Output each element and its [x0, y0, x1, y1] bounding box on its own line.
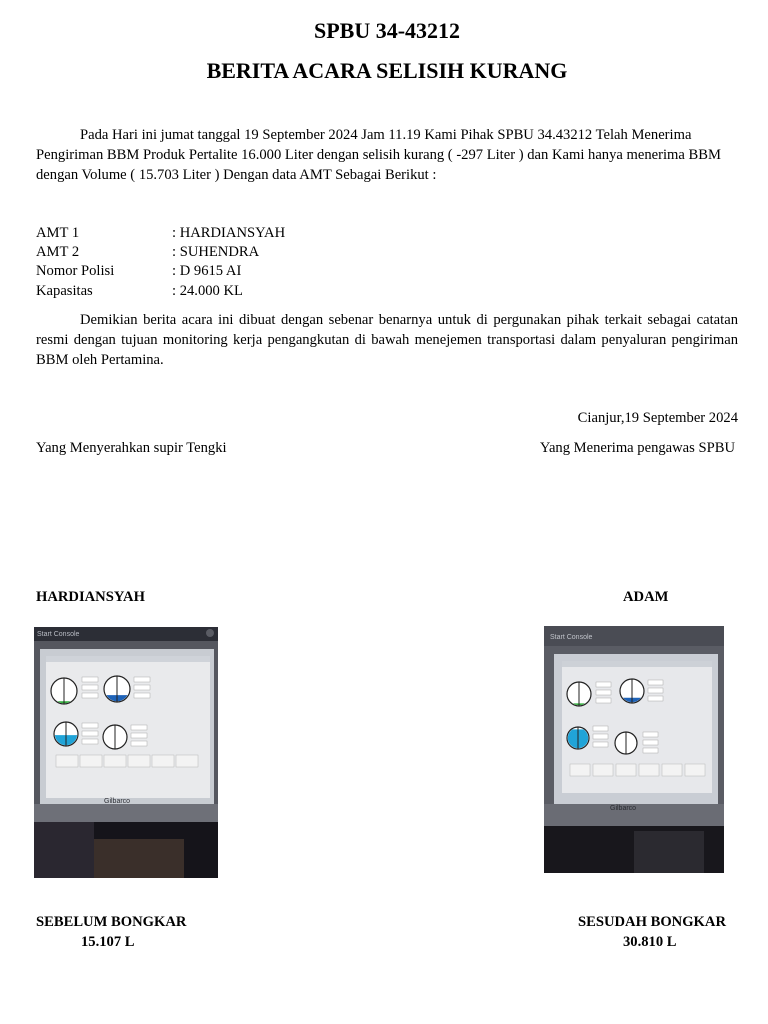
- closing-paragraph-text: Demikian berita acara ini dibuat dengan sebenar benarnya untuk di pergunakan pihak terkait sebagai catatan resmi dengan tujuan monitoring kerja pengangkutan di bawah menejemen transportasi dalam penyaluran pengiriman BBM oleh Pertamina.: [36, 312, 738, 368]
- left-signatory-role: Yang Menyerahkan supir Tengki: [36, 440, 227, 456]
- tank-gauge-1: [567, 682, 591, 706]
- tank-gauge-2: [620, 679, 644, 703]
- detail-label: Nomor Polisi: [36, 263, 115, 279]
- right-signatory-name: ADAM: [623, 589, 669, 605]
- brand-logo: Gilbarco: [104, 798, 131, 805]
- photo-header-text: Start Console: [550, 634, 593, 641]
- before-unloading-caption: SEBELUM BONGKAR: [36, 914, 187, 930]
- photo-after-unloading: [544, 626, 724, 873]
- photo-header-text: Start Console: [37, 631, 80, 638]
- detail-value: : SUHENDRA: [172, 244, 260, 260]
- detail-label: AMT 1: [36, 225, 80, 241]
- detail-value: : HARDIANSYAH: [172, 225, 286, 241]
- document-title: SPBU 34-43212: [313, 18, 461, 43]
- detail-row-police-number: [36, 261, 436, 281]
- detail-row-amt2: [36, 242, 436, 262]
- opening-paragraph: [36, 125, 738, 185]
- after-unloading-volume: 30.810 L: [623, 934, 677, 950]
- tank-gauge-2: [104, 676, 130, 702]
- tank-gauge-4: [103, 725, 127, 749]
- opening-paragraph-text: Pada Hari ini jumat tanggal 19 September 2024 Jam 11.19 Kami Pihak SPBU 34.43212 Telah Menerima Pengiriman BBM Produk Pertalite 16.000 Liter dengan selisih kurang ( -297 Liter ) dan Kami hanya menerima BBM dengan Volume ( 15.703 Liter ) Dengan data AMT Sebagai Berikut :: [36, 127, 721, 183]
- document-subtitle: BERITA ACARA SELISIH KURANG: [206, 58, 568, 83]
- tank-gauge-3: [567, 727, 589, 749]
- closing-paragraph: [36, 310, 738, 370]
- left-signatory-name: HARDIANSYAH: [36, 589, 145, 605]
- place-date: Cianjur,19 September 2024: [577, 410, 738, 426]
- detail-value: : 24.000 KL: [172, 283, 243, 299]
- before-unloading-volume: 15.107 L: [81, 934, 135, 950]
- detail-row-amt1: [36, 223, 436, 243]
- tank-gauge-4: [615, 732, 637, 754]
- after-unloading-caption: SESUDAH BONGKAR: [578, 914, 726, 930]
- detail-label: Kapasitas: [36, 283, 93, 299]
- photo-before-unloading: [34, 627, 218, 878]
- right-signatory-role: Yang Menerima pengawas SPBU: [539, 440, 735, 456]
- brand-logo: Gilbarco: [610, 805, 637, 812]
- detail-label: AMT 2: [36, 244, 80, 260]
- tank-gauge-3: [54, 722, 78, 746]
- detail-row-capacity: [36, 281, 436, 301]
- detail-value: : D 9615 AI: [172, 263, 242, 279]
- tank-gauge-1: [51, 678, 77, 704]
